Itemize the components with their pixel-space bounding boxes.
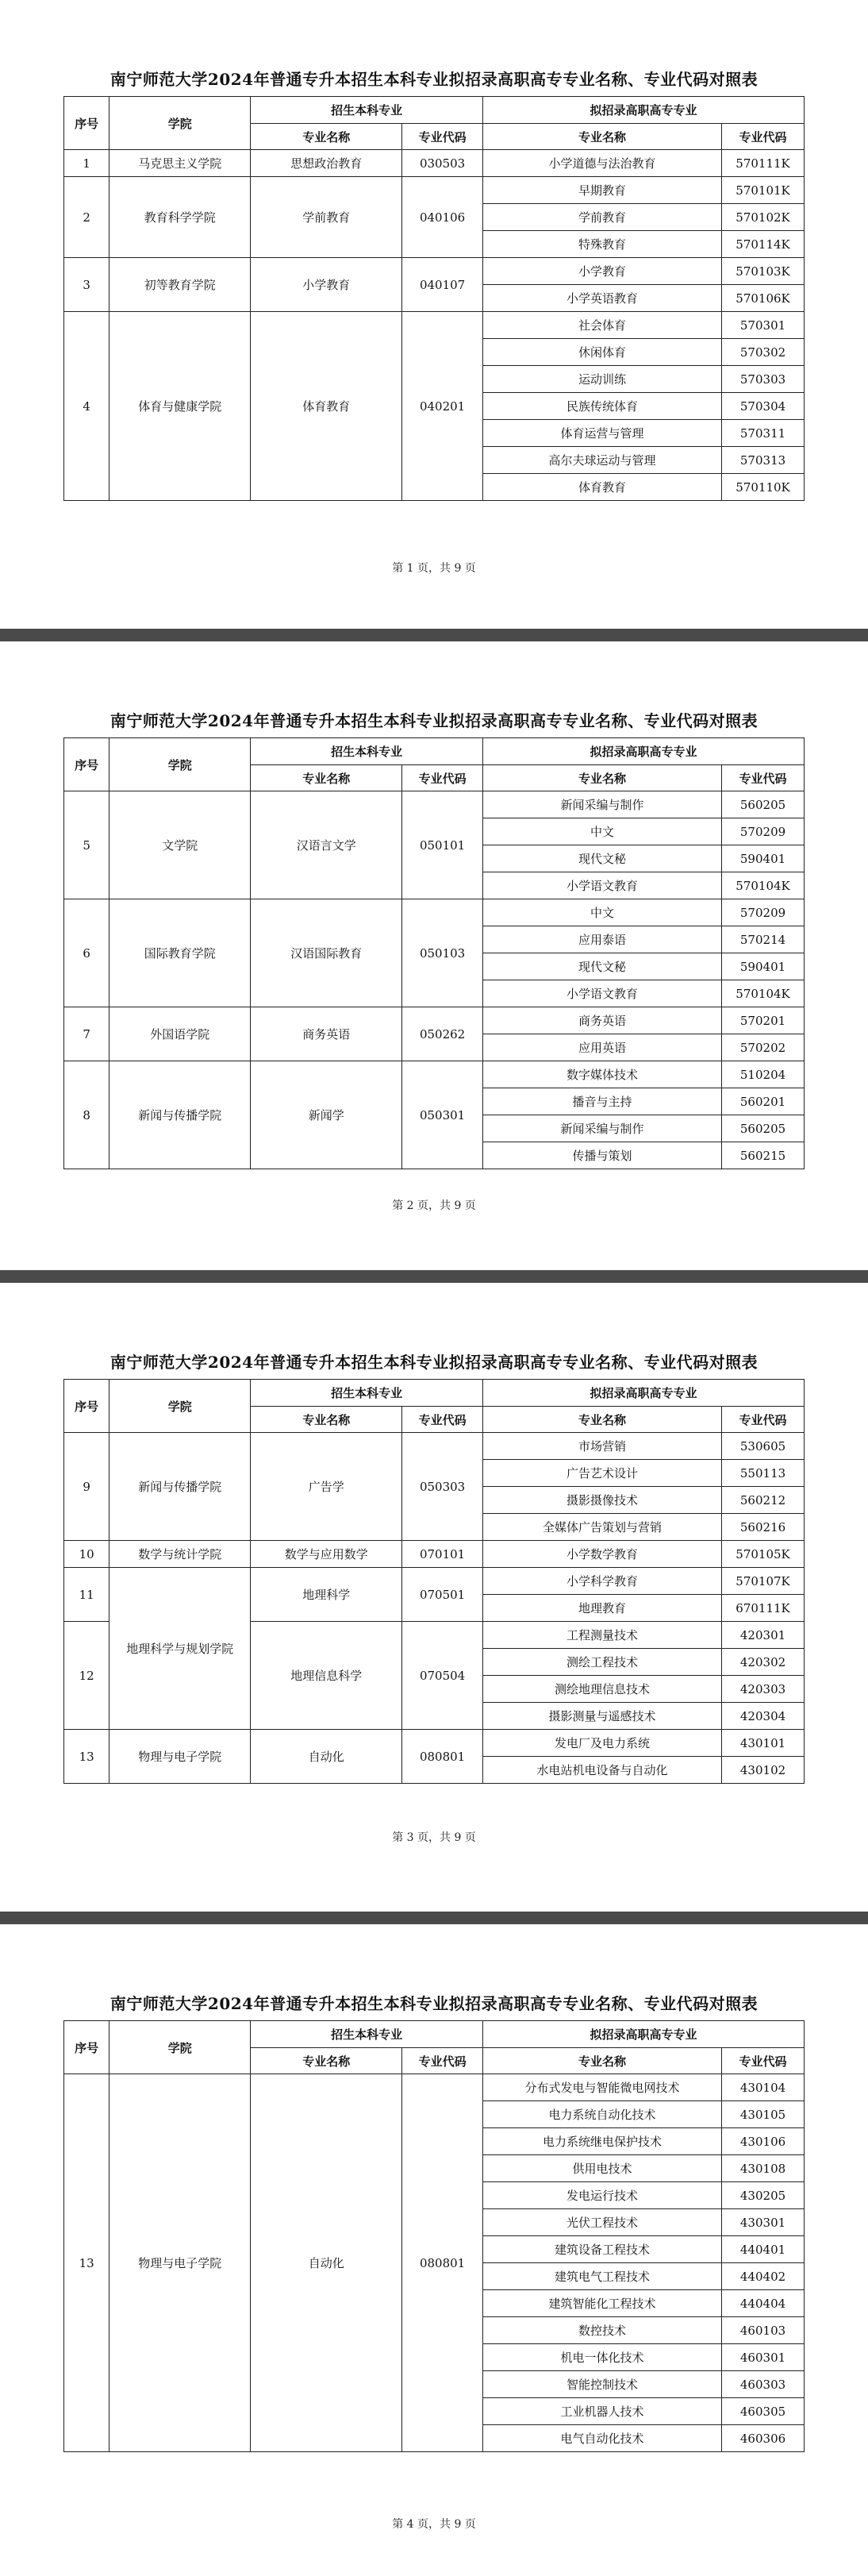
page-footer: 第 1 页，共 9 页 xyxy=(392,562,476,575)
major-code-cell: 070101 xyxy=(402,1541,483,1568)
voc-name-cell: 摄影测量与遥感技术 xyxy=(482,1703,721,1730)
document-page xyxy=(0,1924,868,2553)
major-code-cell: 070501 xyxy=(402,1568,483,1622)
voc-code-cell: 570103K xyxy=(722,258,805,285)
voc-name-cell: 早期教育 xyxy=(482,177,721,204)
header-college: 学院 xyxy=(109,97,251,150)
seq-cell: 11 xyxy=(64,1568,109,1622)
college-cell: 外国语学院 xyxy=(109,1007,251,1061)
voc-code-cell: 570201 xyxy=(722,1007,805,1034)
voc-code-cell: 570209 xyxy=(722,818,805,845)
seq-cell: 5 xyxy=(64,791,109,899)
header-seq: 序号 xyxy=(64,2021,109,2074)
major-code-cell: 080801 xyxy=(402,1730,483,1784)
voc-code-cell: 570102K xyxy=(722,204,805,231)
voc-code-cell: 460103 xyxy=(722,2317,805,2344)
college-cell: 文学院 xyxy=(109,791,251,899)
voc-name-cell: 电力系统继电保护技术 xyxy=(482,2128,721,2155)
voc-code-cell: 570311 xyxy=(722,420,805,447)
voc-code-cell: 570114K xyxy=(722,231,805,258)
college-cell: 初等教育学院 xyxy=(109,258,251,312)
page-title: 南宁师范大学2024年普通专升本招生本科专业拟招录高职高专专业名称、专业代码对照表 xyxy=(109,70,759,89)
college-cell: 新闻与传播学院 xyxy=(109,1061,251,1169)
voc-code-cell: 670111K xyxy=(722,1595,805,1622)
voc-code-cell: 430108 xyxy=(722,2155,805,2182)
voc-name-cell: 发电厂及电力系统 xyxy=(482,1730,721,1757)
voc-name-cell: 小学道德与法治教育 xyxy=(482,150,721,177)
voc-name-cell: 市场营销 xyxy=(482,1433,721,1460)
table-row xyxy=(64,1541,805,1568)
voc-name-cell: 建筑设备工程技术 xyxy=(482,2236,721,2263)
header-voc-name: 专业名称 xyxy=(482,1407,721,1433)
voc-code-cell: 570304 xyxy=(722,393,805,420)
voc-name-cell: 光伏工程技术 xyxy=(482,2209,721,2236)
college-cell: 国际教育学院 xyxy=(109,899,251,1007)
voc-code-cell: 570110K xyxy=(722,474,805,501)
college-cell: 教育科学学院 xyxy=(109,177,251,258)
college-cell: 物理与电子学院 xyxy=(109,2074,251,2452)
header-college: 学院 xyxy=(109,2021,251,2074)
voc-code-cell: 550113 xyxy=(722,1460,805,1487)
voc-name-cell: 运动训练 xyxy=(482,366,721,393)
seq-cell: 13 xyxy=(64,1730,109,1784)
header-voc-name: 专业名称 xyxy=(482,124,721,150)
voc-name-cell: 中文 xyxy=(482,818,721,845)
major-code-cell: 050101 xyxy=(402,791,483,899)
voc-code-cell: 460305 xyxy=(722,2398,805,2425)
voc-code-cell: 460301 xyxy=(722,2344,805,2371)
voc-name-cell: 广告艺术设计 xyxy=(482,1460,721,1487)
table-row xyxy=(64,150,805,177)
header-row xyxy=(64,97,805,124)
header-voc-code: 专业代码 xyxy=(722,1407,805,1433)
voc-name-cell: 小学科学教育 xyxy=(482,1568,721,1595)
voc-code-cell: 590401 xyxy=(722,845,805,872)
voc-name-cell: 小学数学教育 xyxy=(482,1541,721,1568)
voc-code-cell: 560205 xyxy=(722,791,805,818)
header-voc-name: 专业名称 xyxy=(482,2048,721,2074)
voc-code-cell: 570104K xyxy=(722,872,805,899)
voc-name-cell: 休闲体育 xyxy=(482,339,721,366)
page-divider xyxy=(0,629,868,641)
voc-name-cell: 体育教育 xyxy=(482,474,721,501)
header-vocational-major: 拟招录高职高专专业 xyxy=(482,2021,804,2048)
voc-code-cell: 440402 xyxy=(722,2263,805,2290)
voc-code-cell: 570202 xyxy=(722,1034,805,1061)
voc-name-cell: 机电一体化技术 xyxy=(482,2344,721,2371)
page-footer: 第 4 页，共 9 页 xyxy=(392,2518,476,2531)
voc-code-cell: 570101K xyxy=(722,177,805,204)
voc-code-cell: 420302 xyxy=(722,1649,805,1676)
table-row xyxy=(64,1568,805,1595)
seq-cell: 1 xyxy=(64,150,109,177)
major-code-cell: 040107 xyxy=(402,258,483,312)
header-vocational-major: 拟招录高职高专专业 xyxy=(482,738,804,765)
major-name-cell: 体育教育 xyxy=(251,312,402,501)
header-major-name: 专业名称 xyxy=(251,2048,402,2074)
major-code-cell: 070504 xyxy=(402,1622,483,1730)
voc-name-cell: 高尔夫球运动与管理 xyxy=(482,447,721,474)
voc-name-cell: 新闻采编与制作 xyxy=(482,1115,721,1142)
table-row xyxy=(64,791,805,818)
voc-code-cell: 420303 xyxy=(722,1676,805,1703)
voc-name-cell: 分布式发电与智能微电网技术 xyxy=(482,2074,721,2101)
document-page xyxy=(0,1283,868,1912)
voc-code-cell: 430301 xyxy=(722,2209,805,2236)
table-row xyxy=(64,177,805,204)
table-row xyxy=(64,1061,805,1088)
header-vocational-major: 拟招录高职高专专业 xyxy=(482,1380,804,1407)
major-code-cell: 050303 xyxy=(402,1433,483,1541)
major-name-cell: 商务英语 xyxy=(251,1007,402,1061)
voc-code-cell: 560216 xyxy=(722,1514,805,1541)
major-name-cell: 思想政治教育 xyxy=(251,150,402,177)
header-undergrad-major: 招生本科专业 xyxy=(251,738,483,765)
voc-name-cell: 水电站机电设备与自动化 xyxy=(482,1757,721,1784)
voc-name-cell: 智能控制技术 xyxy=(482,2371,721,2398)
voc-code-cell: 570302 xyxy=(722,339,805,366)
voc-code-cell: 430101 xyxy=(722,1730,805,1757)
college-cell: 新闻与传播学院 xyxy=(109,1433,251,1541)
header-seq: 序号 xyxy=(64,1380,109,1433)
voc-name-cell: 测绘地理信息技术 xyxy=(482,1676,721,1703)
header-seq: 序号 xyxy=(64,738,109,791)
voc-code-cell: 560215 xyxy=(722,1142,805,1169)
major-code-cell: 050301 xyxy=(402,1061,483,1169)
voc-name-cell: 体育运营与管理 xyxy=(482,420,721,447)
voc-name-cell: 现代文秘 xyxy=(482,845,721,872)
table-row xyxy=(64,899,805,926)
voc-code-cell: 560212 xyxy=(722,1487,805,1514)
voc-name-cell: 新闻采编与制作 xyxy=(482,791,721,818)
header-college: 学院 xyxy=(109,1380,251,1433)
page-footer: 第 2 页，共 9 页 xyxy=(392,1199,476,1212)
voc-name-cell: 全媒体广告策划与营销 xyxy=(482,1514,721,1541)
document-page xyxy=(0,641,868,1270)
voc-code-cell: 590401 xyxy=(722,953,805,980)
page-title: 南宁师范大学2024年普通专升本招生本科专业拟招录高职高专专业名称、专业代码对照表 xyxy=(109,1994,759,2013)
major-name-cell: 自动化 xyxy=(251,2074,402,2452)
header-undergrad-major: 招生本科专业 xyxy=(251,2021,483,2048)
voc-name-cell: 小学语文教育 xyxy=(482,980,721,1007)
voc-name-cell: 社会体育 xyxy=(482,312,721,339)
voc-code-cell: 570301 xyxy=(722,312,805,339)
major-code-cell: 050103 xyxy=(402,899,483,1007)
header-major-code: 专业代码 xyxy=(402,124,483,150)
mapping-table xyxy=(63,1379,805,1784)
seq-cell: 3 xyxy=(64,258,109,312)
voc-code-cell: 570209 xyxy=(722,899,805,926)
major-name-cell: 自动化 xyxy=(251,1730,402,1784)
voc-code-cell: 570105K xyxy=(722,1541,805,1568)
seq-cell: 12 xyxy=(64,1622,109,1730)
major-name-cell: 学前教育 xyxy=(251,177,402,258)
voc-name-cell: 电气自动化技术 xyxy=(482,2425,721,2452)
voc-code-cell: 570107K xyxy=(722,1568,805,1595)
header-major-code: 专业代码 xyxy=(402,765,483,791)
mapping-table xyxy=(63,96,805,501)
college-cell: 体育与健康学院 xyxy=(109,312,251,501)
voc-name-cell: 应用英语 xyxy=(482,1034,721,1061)
voc-code-cell: 430105 xyxy=(722,2101,805,2128)
voc-name-cell: 工业机器人技术 xyxy=(482,2398,721,2425)
page-divider xyxy=(0,1912,868,1924)
table-row xyxy=(64,1433,805,1460)
table-row xyxy=(64,1007,805,1034)
voc-code-cell: 420304 xyxy=(722,1703,805,1730)
voc-code-cell: 420301 xyxy=(722,1622,805,1649)
voc-name-cell: 播音与主持 xyxy=(482,1088,721,1115)
voc-name-cell: 应用泰语 xyxy=(482,926,721,953)
header-row xyxy=(64,738,805,765)
voc-name-cell: 建筑电气工程技术 xyxy=(482,2263,721,2290)
header-undergrad-major: 招生本科专业 xyxy=(251,97,483,124)
college-cell: 地理科学与规划学院 xyxy=(109,1568,251,1730)
seq-cell: 10 xyxy=(64,1541,109,1568)
header-voc-code: 专业代码 xyxy=(722,765,805,791)
page-footer: 第 3 页，共 9 页 xyxy=(392,1831,476,1844)
voc-name-cell: 测绘工程技术 xyxy=(482,1649,721,1676)
table-row xyxy=(64,2074,805,2101)
voc-code-cell: 510204 xyxy=(722,1061,805,1088)
voc-name-cell: 数控技术 xyxy=(482,2317,721,2344)
mapping-table xyxy=(63,2020,805,2452)
header-voc-code: 专业代码 xyxy=(722,2048,805,2074)
seq-cell: 7 xyxy=(64,1007,109,1061)
major-code-cell: 030503 xyxy=(402,150,483,177)
header-voc-code: 专业代码 xyxy=(722,124,805,150)
page-divider xyxy=(0,1270,868,1283)
seq-cell: 13 xyxy=(64,2074,109,2452)
voc-code-cell: 570303 xyxy=(722,366,805,393)
table-row xyxy=(64,1730,805,1757)
major-name-cell: 数学与应用数学 xyxy=(251,1541,402,1568)
document-page xyxy=(0,0,868,629)
major-name-cell: 广告学 xyxy=(251,1433,402,1541)
voc-name-cell: 工程测量技术 xyxy=(482,1622,721,1649)
voc-code-cell: 570104K xyxy=(722,980,805,1007)
voc-code-cell: 440404 xyxy=(722,2290,805,2317)
voc-code-cell: 560201 xyxy=(722,1088,805,1115)
header-vocational-major: 拟招录高职高专专业 xyxy=(482,97,804,124)
voc-name-cell: 商务英语 xyxy=(482,1007,721,1034)
header-major-name: 专业名称 xyxy=(251,765,402,791)
major-code-cell: 040201 xyxy=(402,312,483,501)
voc-name-cell: 小学教育 xyxy=(482,258,721,285)
table-row xyxy=(64,312,805,339)
college-cell: 数学与统计学院 xyxy=(109,1541,251,1568)
voc-name-cell: 地理教育 xyxy=(482,1595,721,1622)
header-major-name: 专业名称 xyxy=(251,1407,402,1433)
voc-code-cell: 560205 xyxy=(722,1115,805,1142)
voc-name-cell: 特殊教育 xyxy=(482,231,721,258)
voc-name-cell: 数字媒体技术 xyxy=(482,1061,721,1088)
voc-code-cell: 530605 xyxy=(722,1433,805,1460)
major-name-cell: 小学教育 xyxy=(251,258,402,312)
seq-cell: 8 xyxy=(64,1061,109,1169)
voc-code-cell: 570214 xyxy=(722,926,805,953)
header-college: 学院 xyxy=(109,738,251,791)
header-row xyxy=(64,1380,805,1407)
mapping-table xyxy=(63,737,805,1169)
voc-name-cell: 中文 xyxy=(482,899,721,926)
major-code-cell: 040106 xyxy=(402,177,483,258)
major-name-cell: 新闻学 xyxy=(251,1061,402,1169)
voc-name-cell: 供用电技术 xyxy=(482,2155,721,2182)
voc-name-cell: 建筑智能化工程技术 xyxy=(482,2290,721,2317)
college-cell: 物理与电子学院 xyxy=(109,1730,251,1784)
voc-code-cell: 430102 xyxy=(722,1757,805,1784)
seq-cell: 6 xyxy=(64,899,109,1007)
voc-code-cell: 430106 xyxy=(722,2128,805,2155)
seq-cell: 4 xyxy=(64,312,109,501)
voc-name-cell: 电力系统自动化技术 xyxy=(482,2101,721,2128)
voc-name-cell: 现代文秘 xyxy=(482,953,721,980)
voc-code-cell: 460306 xyxy=(722,2425,805,2452)
header-major-code: 专业代码 xyxy=(402,1407,483,1433)
header-undergrad-major: 招生本科专业 xyxy=(251,1380,483,1407)
major-code-cell: 050262 xyxy=(402,1007,483,1061)
voc-name-cell: 学前教育 xyxy=(482,204,721,231)
voc-code-cell: 440401 xyxy=(722,2236,805,2263)
major-name-cell: 汉语国际教育 xyxy=(251,899,402,1007)
header-row xyxy=(64,2021,805,2048)
page-title: 南宁师范大学2024年普通专升本招生本科专业拟招录高职高专专业名称、专业代码对照表 xyxy=(109,711,759,730)
college-cell: 马克思主义学院 xyxy=(109,150,251,177)
voc-name-cell: 摄影摄像技术 xyxy=(482,1487,721,1514)
voc-code-cell: 570106K xyxy=(722,285,805,312)
page-title: 南宁师范大学2024年普通专升本招生本科专业拟招录高职高专专业名称、专业代码对照表 xyxy=(109,1353,759,1372)
voc-code-cell: 430104 xyxy=(722,2074,805,2101)
voc-code-cell: 460303 xyxy=(722,2371,805,2398)
voc-code-cell: 430205 xyxy=(722,2182,805,2209)
major-code-cell: 080801 xyxy=(402,2074,483,2452)
table-row xyxy=(64,258,805,285)
voc-code-cell: 570313 xyxy=(722,447,805,474)
voc-name-cell: 传播与策划 xyxy=(482,1142,721,1169)
major-name-cell: 地理信息科学 xyxy=(251,1622,402,1730)
header-major-name: 专业名称 xyxy=(251,124,402,150)
header-voc-name: 专业名称 xyxy=(482,765,721,791)
voc-name-cell: 民族传统体育 xyxy=(482,393,721,420)
major-name-cell: 汉语言文学 xyxy=(251,791,402,899)
header-major-code: 专业代码 xyxy=(402,2048,483,2074)
voc-code-cell: 570111K xyxy=(722,150,805,177)
major-name-cell: 地理科学 xyxy=(251,1568,402,1622)
voc-name-cell: 发电运行技术 xyxy=(482,2182,721,2209)
voc-name-cell: 小学英语教育 xyxy=(482,285,721,312)
seq-cell: 2 xyxy=(64,177,109,258)
seq-cell: 9 xyxy=(64,1433,109,1541)
voc-name-cell: 小学语文教育 xyxy=(482,872,721,899)
header-seq: 序号 xyxy=(64,97,109,150)
